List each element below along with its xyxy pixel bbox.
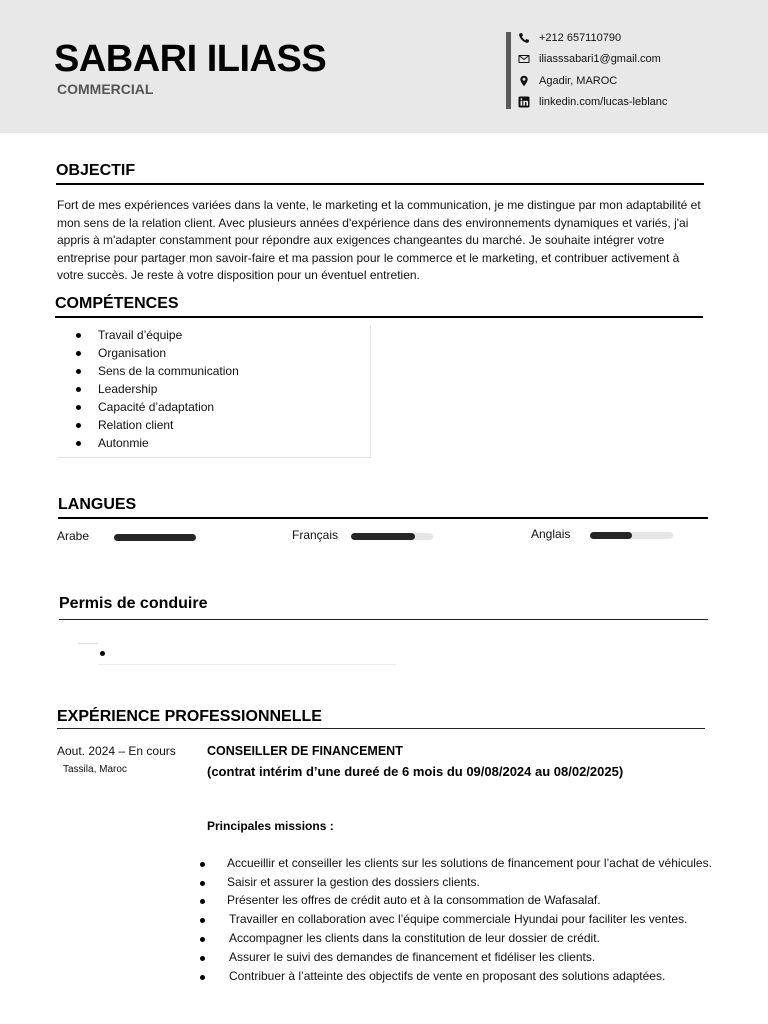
mission-text: Assurer le suivi des demandes de financement et fidéliser les clients. xyxy=(229,950,596,964)
langues-heading: LANGUES xyxy=(58,496,137,513)
skills-list xyxy=(58,325,371,458)
mission-text: Saisir et assurer la gestion des dossiers clients. xyxy=(227,875,480,889)
language-name: Anglais xyxy=(531,527,571,541)
contact-phone xyxy=(518,31,621,45)
bullet xyxy=(100,651,105,656)
permis-rule xyxy=(59,619,708,620)
contact-linkedin-text[interactable]: linkedin.com/lucas-leblanc xyxy=(539,96,668,108)
objectif-text: Fort de mes expériences variées dans la vente, le marketing et la communication, je me distingue par mon adaptabilité et mon sens de la relation client. Avec plusieurs années d'expérience dans des environnements dynamiques et variés, j'ai appris à m'adapter constamment pour répondre aux exigences changeantes du marché. Je souhaite intégrer votre entreprise pour partager mon savoir-faire et ma passion pour le commerce et le marketing, et contribuer activement à votre succès. Je reste à votre disposition pour un éventuel entretien. xyxy=(57,198,701,282)
contact-email[interactable] xyxy=(518,52,661,66)
language-level-bar xyxy=(114,534,196,541)
mission-text: Contribuer à l’atteinte des objectifs de vente en proposant des solutions adaptées. xyxy=(229,969,666,983)
bullet xyxy=(200,937,205,942)
permis-mark xyxy=(78,643,98,644)
phone-icon xyxy=(518,32,530,44)
competences-heading: COMPÉTENCES xyxy=(55,295,179,312)
bullet xyxy=(76,441,81,446)
language-level-fill xyxy=(351,533,415,540)
bullet xyxy=(76,405,81,410)
location-icon xyxy=(518,75,530,87)
language-level-fill xyxy=(114,534,196,541)
bullet xyxy=(76,387,81,392)
objectif-heading: OBJECTIF xyxy=(56,162,136,179)
bullet xyxy=(76,333,81,338)
langues-rule xyxy=(58,517,708,519)
candidate-role: COMMERCIAL xyxy=(57,81,154,97)
contact-divider xyxy=(506,32,511,109)
permis-list-box xyxy=(98,628,396,665)
mission-text: Accueillir et conseiller les clients sur les solutions de financement pour l’achat de véhicules. xyxy=(227,856,712,870)
experience-date: Aout. 2024 – En cours xyxy=(57,744,176,758)
contact-email-text[interactable]: iliasssabari1@gmail.com xyxy=(539,53,661,65)
mission-text: Accompagner les clients dans la constitution de leur dossier de crédit. xyxy=(229,931,600,945)
contact-location xyxy=(518,74,617,88)
experience-heading: EXPÉRIENCE PROFESSIONNELLE xyxy=(57,708,322,725)
language-level-bar xyxy=(351,533,433,540)
mission-text: Travailler en collaboration avec l’équipe commerciale Hyundai pour faciliter les ventes. xyxy=(229,912,688,926)
experience-location: Tassila, Maroc xyxy=(63,764,127,775)
bullet xyxy=(200,899,205,904)
skill-label: Capacité d’adaptation xyxy=(98,400,215,414)
bullet xyxy=(200,918,205,923)
language-name: Français xyxy=(292,528,339,542)
contact-linkedin[interactable] xyxy=(518,95,667,109)
bullet xyxy=(200,975,205,980)
permis-heading: Permis de conduire xyxy=(59,595,208,612)
bullet xyxy=(76,351,81,356)
mission-text: Présenter les offres de crédit auto et à la consommation de Wafasalaf. xyxy=(227,893,601,907)
linkedin-icon xyxy=(518,96,530,108)
email-icon xyxy=(518,53,530,65)
skill-label: Travail d’équipe xyxy=(98,328,183,342)
language-level-fill xyxy=(590,532,632,539)
bullet xyxy=(200,956,205,961)
skill-label: Sens de la communication xyxy=(98,364,239,378)
language-level-bar xyxy=(590,532,673,539)
missions-label: Principales missions : xyxy=(207,819,334,833)
candidate-name: SABARI ILIASS xyxy=(54,38,327,80)
skill-label: Relation client xyxy=(98,418,174,432)
experience-contract: (contrat intérim d’une dureé de 6 mois du 09/08/2024 au 08/02/2025) xyxy=(207,764,624,779)
competences-rule xyxy=(55,316,703,318)
skill-label: Organisation xyxy=(98,346,167,360)
skill-label: Autonmie xyxy=(98,436,149,450)
bullet xyxy=(76,369,81,374)
experience-job-title: CONSEILLER DE FINANCEMENT xyxy=(207,744,403,758)
bullet xyxy=(200,881,205,886)
language-name: Arabe xyxy=(57,529,90,543)
contact-location-text: Agadir, MAROC xyxy=(539,75,618,87)
objectif-rule xyxy=(56,183,704,185)
bullet xyxy=(76,423,81,428)
contact-phone-text: +212 657110790 xyxy=(539,32,622,44)
bullet xyxy=(200,862,205,867)
experience-rule xyxy=(57,728,705,729)
skill-label: Leadership xyxy=(98,382,158,396)
